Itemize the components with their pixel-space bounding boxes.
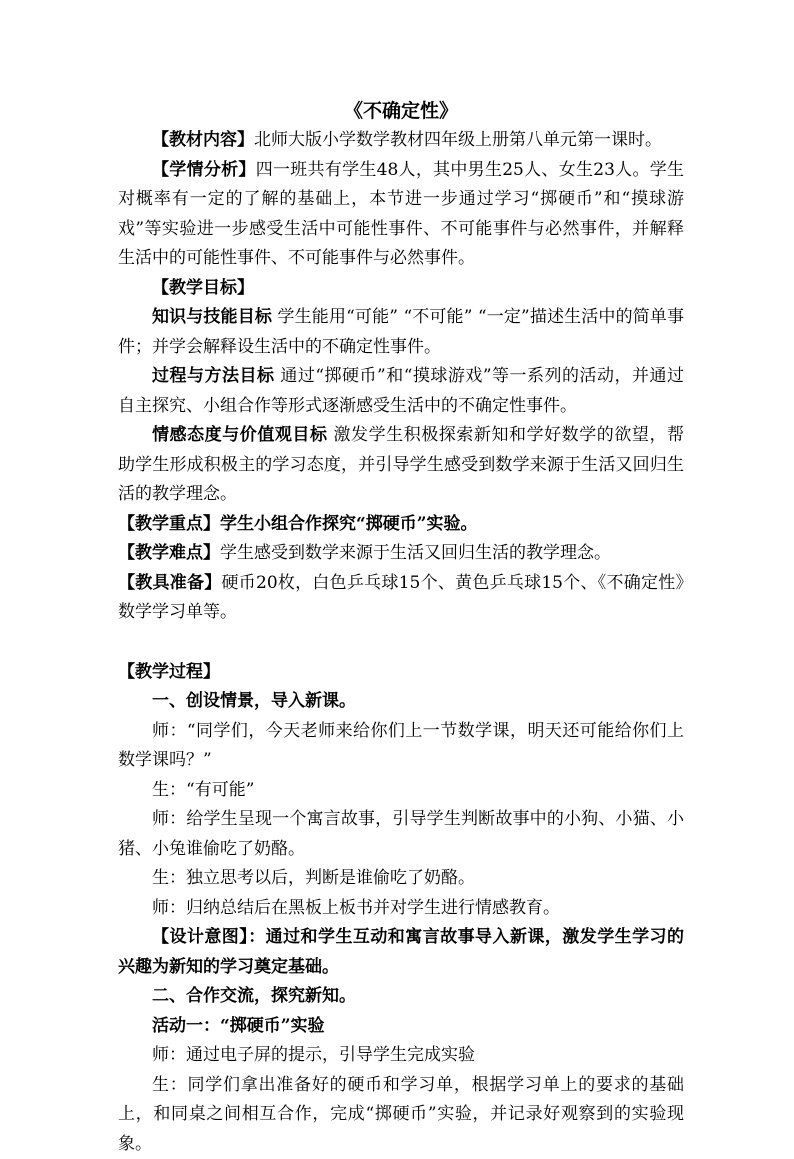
process-goal [118,362,684,421]
material-text: 北师大版小学数学教材四年级上册第八单元第一课时。 [254,130,662,150]
dialogue-line: 师：给学生呈现一个寓言故事，引导学生判断故事中的小狗、小猫、小猪、小兔谁偷吃了奶酪。 [118,805,684,864]
key-point-paragraph [118,510,684,540]
material-paragraph [118,126,684,156]
dialogue-line: 师：通过电子屏的提示，引导学生完成实验 [118,1041,684,1071]
design-intent: 【设计意图】：通过和学生互动和寓言故事导入新课，激发学生学习的兴趣为新知的学习奠定基础。 [118,923,684,982]
tools-paragraph [118,569,684,628]
goals-heading: 【教学目标】 [118,274,684,304]
knowledge-goal [118,303,684,362]
process-goal-label: 过程与方法目标 [152,366,274,386]
emotion-goal [118,421,684,510]
document-title: 《不确定性》 [118,96,684,126]
analysis-text: 四一班共有学生48人，其中男生25人、女生23人。学生对概率有一定的了解的基础上，本节进一步通过学习“掷硬币”和“摸球游戏”等实验进一步感受生活中可能性事件、不可能事件与必然事件，并解释生活中的可能性事件、不可能事件与必然事件。 [118,160,684,269]
analysis-paragraph [118,156,684,274]
tools-text: 硬币20枚，白色乒乓球15个、黄色乒乓球15个、《不确定性》数学学习单等。 [118,573,684,623]
difficulty-text: 学生感受到数学来源于生活又回归生活的教学理念。 [220,543,611,563]
section-1-heading: 一、创设情景，导入新课。 [118,687,684,717]
dialogue-line: 生：同学们拿出准备好的硬币和学习单，根据学习单上的要求的基础上，和同桌之间相互合作，完成“掷硬币”实验，并记录好观察到的实验现象。 [118,1071,684,1159]
process-goal-text: 通过“掷硬币”和“摸球游戏”等一系列的活动，并通过自主探究、小组合作等形式逐渐感受生活中的不确定性事件。 [118,366,684,416]
difficulty-label: 【教学难点】 [118,543,220,563]
emotion-goal-label: 情感态度与价值观目标 [152,425,328,445]
dialogue-line: 师：“同学们，今天老师来给你们上一节数学课，明天还可能给你们上数学课吗？” [118,717,684,776]
section-2-heading: 二、合作交流，探究新知。 [118,982,684,1012]
difficulty-paragraph [118,539,684,569]
tools-label: 【教具准备】 [118,573,222,593]
process-heading: 【教学过程】 [118,658,684,688]
dialogue-line: 生：“有可能” [118,776,684,806]
knowledge-goal-label: 知识与技能目标 [152,307,272,327]
activity-1-heading: 活动一：“掷硬币”实验 [118,1012,684,1042]
analysis-label: 【学情分析】 [152,160,256,180]
blank-line [118,628,684,658]
key-point-label: 【教学重点】 [118,514,220,534]
key-point-text: 学生小组合作探究“掷硬币”实验。 [220,514,478,534]
material-label: 【教材内容】 [152,130,254,150]
emotion-goal-text: 激发学生积极探索新知和学好数学的欲望，帮助学生形成积极主的学习态度，并引导学生感受到数学来源于生活又回归生活的教学理念。 [118,425,684,504]
dialogue-line: 师：归纳总结后在黑板上板书并对学生进行情感教育。 [118,894,684,924]
dialogue-line: 生：独立思考以后，判断是谁偷吃了奶酪。 [118,864,684,894]
knowledge-goal-text: 学生能用“可能” “不可能” “一定”描述生活中的简单事件；并学会解释设生活中的不确定性事件。 [118,307,684,357]
